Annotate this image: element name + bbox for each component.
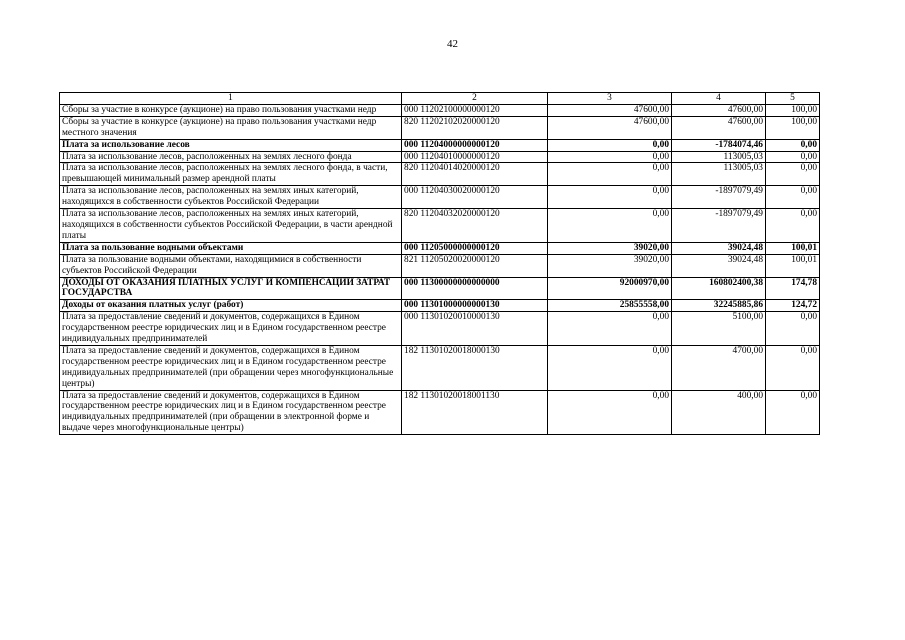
row-plan-cell: 0,00 xyxy=(548,390,672,435)
header-col-4: 4 xyxy=(672,93,766,105)
row-name-cell: Доходы от оказания платных услуг (работ) xyxy=(60,300,402,312)
row-code-cell: 000 11300000000000000 xyxy=(402,277,548,300)
row-code-cell: 000 11204010000000120 xyxy=(402,151,548,163)
row-code-cell: 000 11205000000000120 xyxy=(402,242,548,254)
row-fact-cell: 47600,00 xyxy=(672,104,766,116)
table-header-row xyxy=(60,93,820,105)
row-name-cell: ДОХОДЫ ОТ ОКАЗАНИЯ ПЛАТНЫХ УСЛУГ И КОМПЕНСАЦИИ ЗАТРАТ ГОСУДАРСТВА xyxy=(60,277,402,300)
row-percent-cell: 0,00 xyxy=(766,139,820,151)
row-name-cell: Плата за пользование водными объектами, находящимися в собственности субъектов Российской Федерации xyxy=(60,254,402,277)
header-col-2: 2 xyxy=(402,93,548,105)
row-code-cell: 821 11205020020000120 xyxy=(402,254,548,277)
row-fact-cell: -1897079,49 xyxy=(672,209,766,243)
table-row xyxy=(60,277,820,300)
row-name-cell: Плата за использование лесов, расположенных на землях лесного фонда, в части, превышающей минимальный размер арендной платы xyxy=(60,163,402,186)
row-plan-cell: 0,00 xyxy=(548,209,672,243)
row-percent-cell: 0,00 xyxy=(766,390,820,435)
row-fact-cell: 400,00 xyxy=(672,390,766,435)
row-percent-cell: 0,00 xyxy=(766,186,820,209)
row-code-cell: 000 11301020010000130 xyxy=(402,312,548,346)
row-fact-cell: 160802400,38 xyxy=(672,277,766,300)
table-row xyxy=(60,254,820,277)
table-row xyxy=(60,209,820,243)
row-percent-cell: 100,00 xyxy=(766,104,820,116)
table-row xyxy=(60,300,820,312)
page-number: 42 xyxy=(447,38,458,50)
header-col-5: 5 xyxy=(766,93,820,105)
row-name-cell: Плата за использование лесов xyxy=(60,139,402,151)
row-fact-cell: 113005,03 xyxy=(672,151,766,163)
table-body xyxy=(60,104,820,434)
row-fact-cell: -1784074,46 xyxy=(672,139,766,151)
row-code-cell: 820 11204014020000120 xyxy=(402,163,548,186)
row-name-cell: Плата за использование лесов, расположенных на землях лесного фонда xyxy=(60,151,402,163)
row-percent-cell: 0,00 xyxy=(766,209,820,243)
header-col-1: 1 xyxy=(60,93,402,105)
table-row xyxy=(60,242,820,254)
row-name-cell: Плата за предоставление сведений и документов, содержащихся в Едином государственном реестре юридических лиц и в Едином государственном реестре индивидуальных предпринимателей (при обращении в электронной форме и выдаче через многофункциональные центры) xyxy=(60,390,402,435)
header-col-3: 3 xyxy=(548,93,672,105)
row-plan-cell: 0,00 xyxy=(548,139,672,151)
row-percent-cell: 124,72 xyxy=(766,300,820,312)
row-percent-cell: 100,01 xyxy=(766,242,820,254)
row-name-cell: Плата за пользование водными объектами xyxy=(60,242,402,254)
row-name-cell: Плата за предоставление сведений и документов, содержащихся в Едином государственном реестре юридических лиц и в Едином государственном реестре индивидуальных предпринимателей (при обращении через многофункциональные центры) xyxy=(60,345,402,390)
row-fact-cell: -1897079,49 xyxy=(672,186,766,209)
row-percent-cell: 0,00 xyxy=(766,345,820,390)
row-code-cell: 000 11204000000000120 xyxy=(402,139,548,151)
row-plan-cell: 0,00 xyxy=(548,186,672,209)
row-fact-cell: 4700,00 xyxy=(672,345,766,390)
row-code-cell: 000 11202100000000120 xyxy=(402,104,548,116)
row-fact-cell: 32245885,86 xyxy=(672,300,766,312)
row-code-cell: 820 11204032020000120 xyxy=(402,209,548,243)
row-percent-cell: 174,78 xyxy=(766,277,820,300)
row-code-cell: 182 11301020018001130 xyxy=(402,390,548,435)
row-name-cell: Плата за использование лесов, расположенных на землях иных категорий, находящихся в собственности субъектов Российской Федерации xyxy=(60,186,402,209)
row-fact-cell: 39024,48 xyxy=(672,254,766,277)
row-code-cell: 000 11204030020000120 xyxy=(402,186,548,209)
revenue-table xyxy=(59,92,820,435)
row-plan-cell: 47600,00 xyxy=(548,116,672,139)
row-plan-cell: 47600,00 xyxy=(548,104,672,116)
row-percent-cell: 100,00 xyxy=(766,116,820,139)
table-row xyxy=(60,186,820,209)
row-fact-cell: 5100,00 xyxy=(672,312,766,346)
row-name-cell: Плата за предоставление сведений и документов, содержащихся в Едином государственном реестре юридических лиц и в Едином государственном реестре индивидуальных предпринимателей xyxy=(60,312,402,346)
table-row xyxy=(60,163,820,186)
table-row xyxy=(60,151,820,163)
row-name-cell: Плата за использование лесов, расположенных на землях иных категорий, находящихся в собственности субъектов Российской Федерации, в части арендной платы xyxy=(60,209,402,243)
row-name-cell: Сборы за участие в конкурсе (аукционе) на право пользования участками недр местного значения xyxy=(60,116,402,139)
row-plan-cell: 0,00 xyxy=(548,345,672,390)
table-row xyxy=(60,139,820,151)
table-row xyxy=(60,116,820,139)
row-name-cell: Сборы за участие в конкурсе (аукционе) на право пользования участками недр xyxy=(60,104,402,116)
row-plan-cell: 39020,00 xyxy=(548,242,672,254)
row-percent-cell: 0,00 xyxy=(766,312,820,346)
row-percent-cell: 0,00 xyxy=(766,163,820,186)
table-row xyxy=(60,312,820,346)
row-percent-cell: 100,01 xyxy=(766,254,820,277)
table-row xyxy=(60,345,820,390)
row-plan-cell: 0,00 xyxy=(548,151,672,163)
row-plan-cell: 39020,00 xyxy=(548,254,672,277)
table-row xyxy=(60,390,820,435)
row-plan-cell: 25855558,00 xyxy=(548,300,672,312)
row-fact-cell: 39024,48 xyxy=(672,242,766,254)
row-code-cell: 820 11202102020000120 xyxy=(402,116,548,139)
table-row xyxy=(60,104,820,116)
row-fact-cell: 113005,03 xyxy=(672,163,766,186)
row-plan-cell: 92000970,00 xyxy=(548,277,672,300)
row-code-cell: 000 11301000000000130 xyxy=(402,300,548,312)
row-plan-cell: 0,00 xyxy=(548,312,672,346)
row-plan-cell: 0,00 xyxy=(548,163,672,186)
row-code-cell: 182 11301020018000130 xyxy=(402,345,548,390)
row-percent-cell: 0,00 xyxy=(766,151,820,163)
row-fact-cell: 47600,00 xyxy=(672,116,766,139)
